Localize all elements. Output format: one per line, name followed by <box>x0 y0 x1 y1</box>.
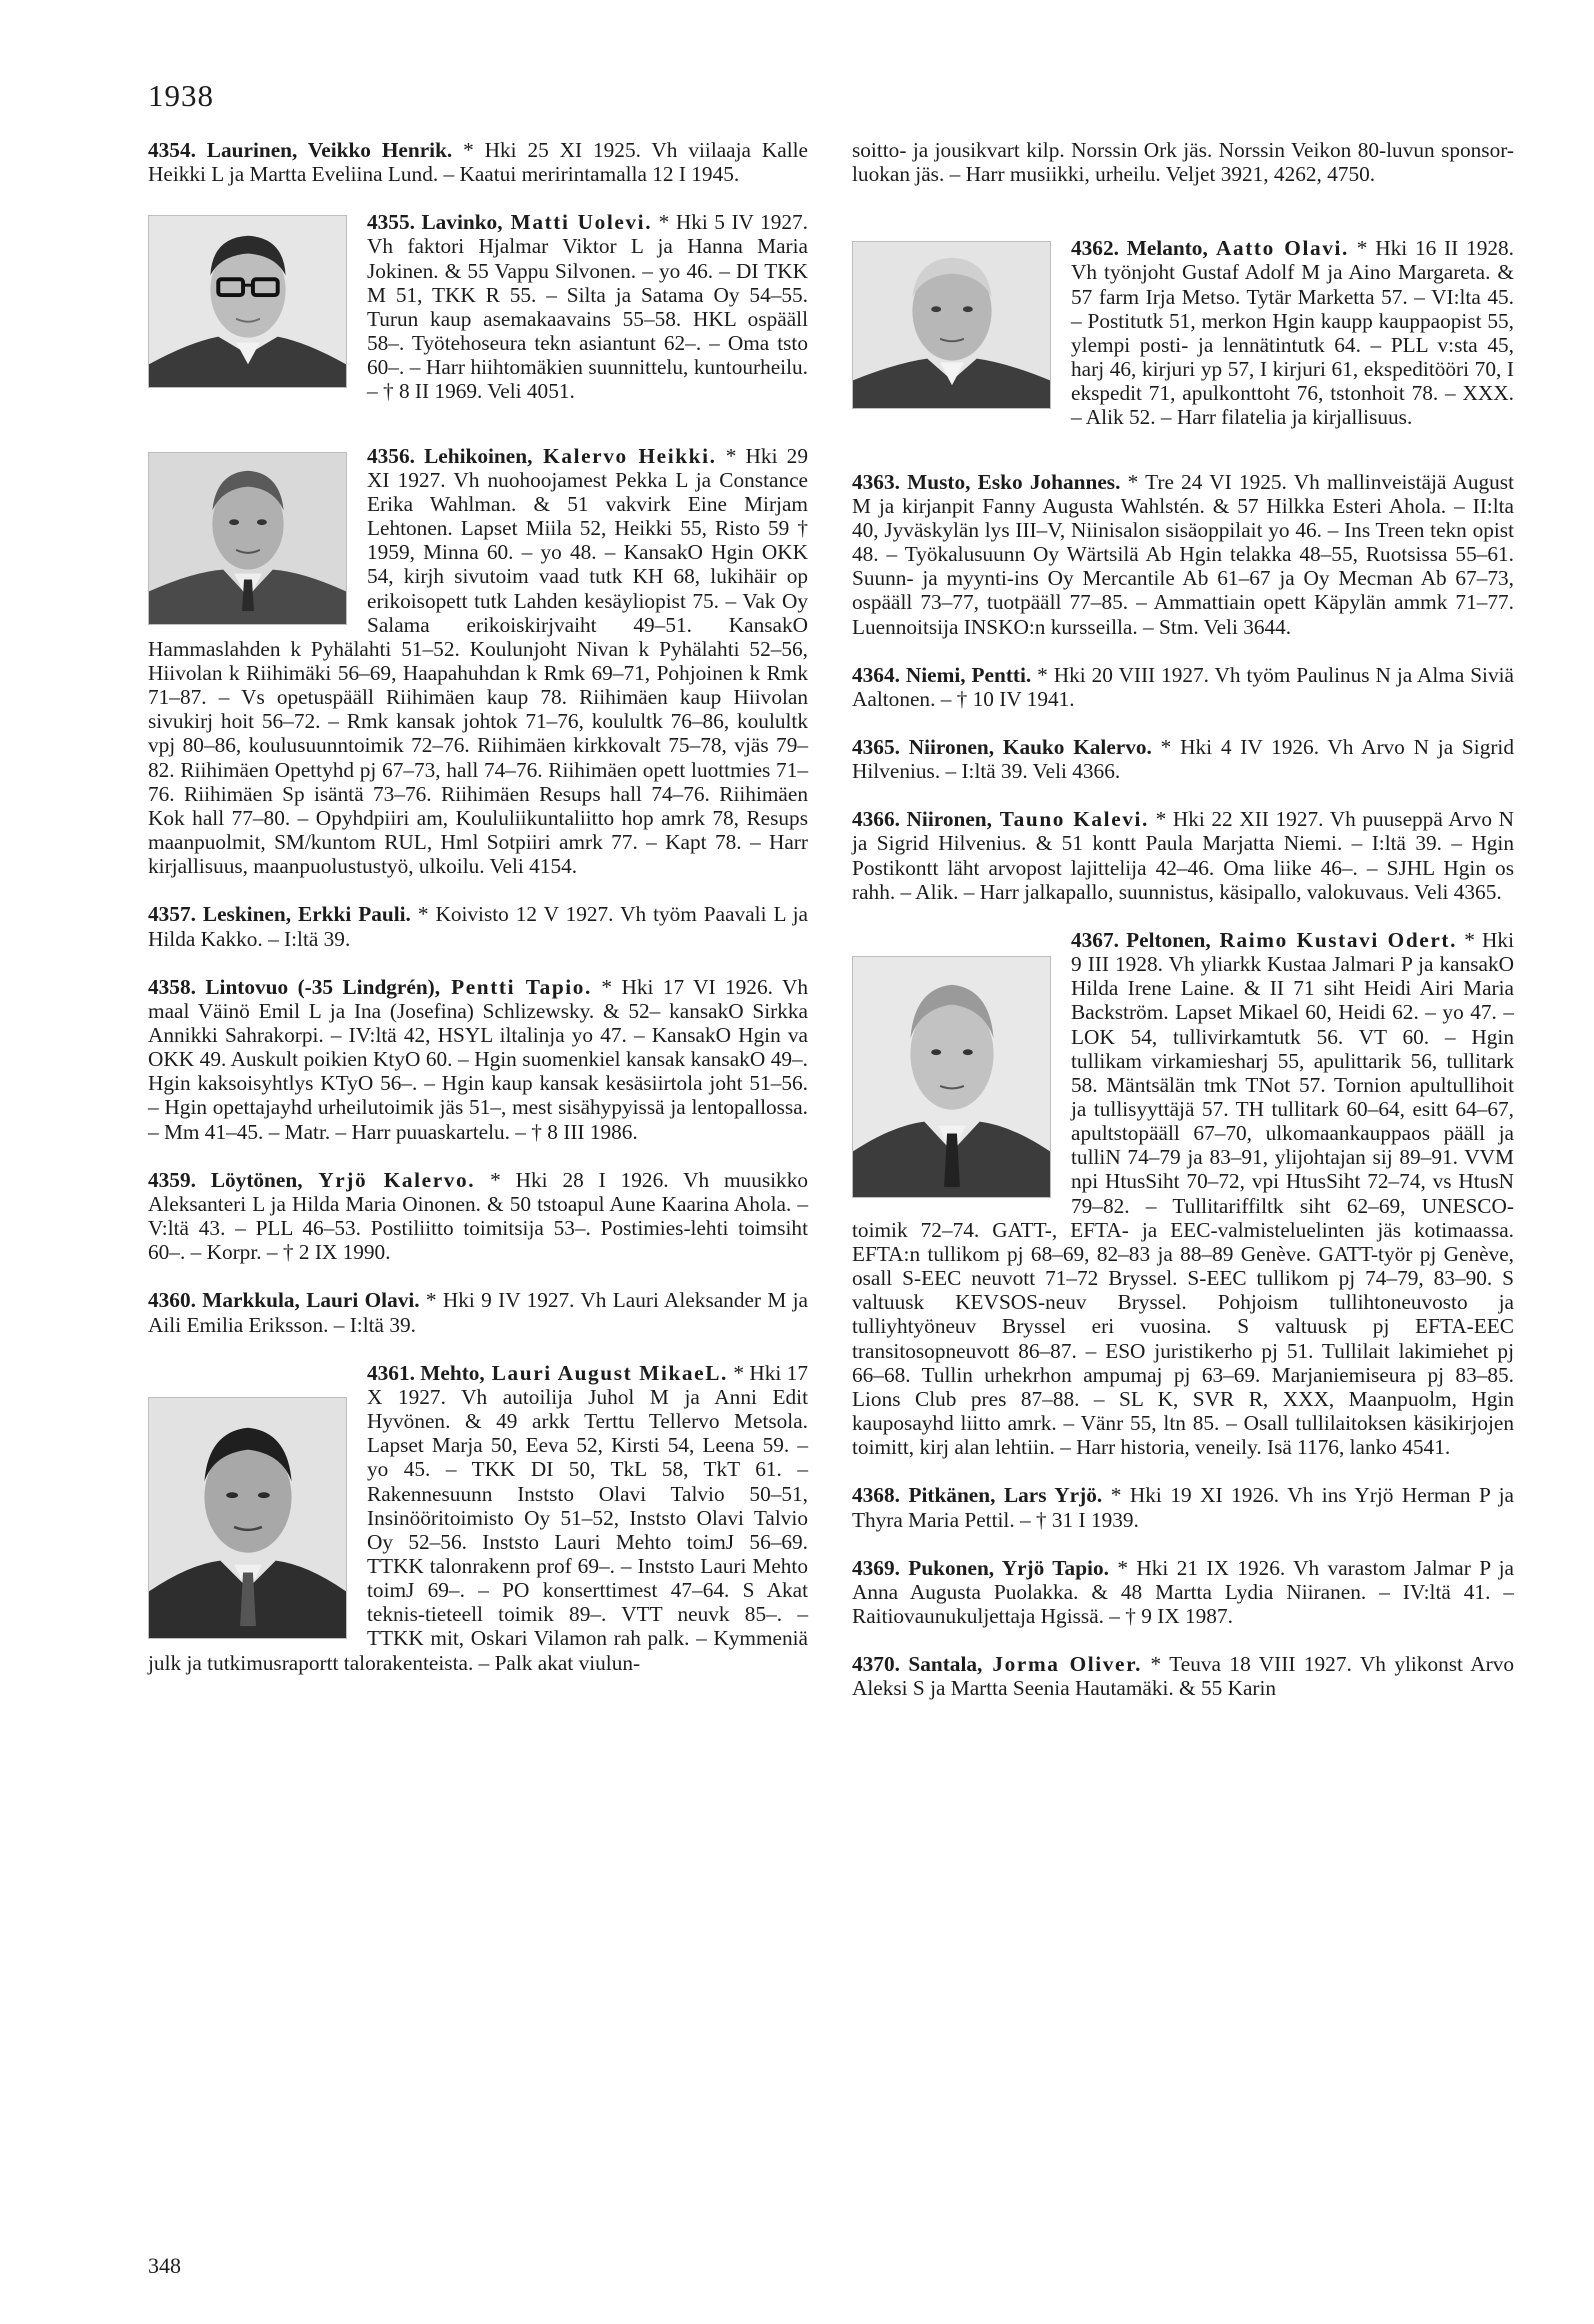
entry-4362 <box>852 236 1514 429</box>
entry-given-names: Lauri August MikaeL. <box>484 1360 728 1385</box>
entry-given-names: Pentti Tapio. <box>440 974 592 999</box>
entry-heading <box>148 1168 475 1192</box>
portrait-photo <box>148 452 347 625</box>
entry-number-name: 4354. Laurinen, Veikko Henrik. <box>148 138 453 162</box>
entry-text: * Koivisto 12 V 1927. Vh työm Paavali L ja Hilda Kakko. – I:ltä 39. <box>148 902 808 951</box>
entry-text: * Hki 9 IV 1927. Vh Lauri Aleksander M ja Aili Emilia Eriksson. – I:ltä 39. <box>148 1288 808 1337</box>
entry-heading <box>367 210 652 234</box>
entry-heading <box>852 663 1031 687</box>
entry-heading <box>1071 928 1457 952</box>
entry-heading <box>1071 236 1349 260</box>
entry-number-name: 4360. Markkula, Lauri Olavi. <box>148 1288 420 1313</box>
entry-4365 <box>852 735 1514 783</box>
entry-4363 <box>852 470 1514 639</box>
portrait-4-image <box>853 242 1050 408</box>
entry-heading <box>852 1483 1102 1507</box>
entry-given-names: Matti Uolevi. <box>502 210 653 235</box>
entry-4355 <box>148 210 808 403</box>
entry-number-surname: 4362. Melanto, <box>1071 236 1208 261</box>
entry-heading <box>852 1652 1142 1676</box>
entry-text: * Teuva 18 VIII 1927. Vh ylikonst Arvo Aleksi S ja Martta Seenia Hautamäki. & 55 Karin <box>852 1652 1514 1701</box>
entry-text: * Hki 20 VIII 1927. Vh työm Paulinus N ja Alma Siviä Aaltonen. – † 10 IV 1941. <box>852 662 1514 711</box>
entry-4369 <box>852 1556 1514 1628</box>
portrait-photo <box>852 956 1051 1198</box>
entry-4366 <box>852 807 1514 904</box>
entry-4358 <box>148 975 808 1144</box>
entry-given-names: Aatto Olavi. <box>1207 236 1349 261</box>
entry-text: * Hki 19 XI 1926. Vh ins Yrjö Herman P ja Thyra Maria Pettil. – † 31 I 1939. <box>852 1483 1514 1532</box>
left-column <box>148 138 808 1699</box>
entry-text: * Hki 4 IV 1926. Vh Arvo N ja Sigrid Hilvenius. – I:ltä 39. Veli 4366. <box>852 734 1514 784</box>
entry-4356 <box>148 444 808 879</box>
entry-number-surname: 4359. Löytönen, <box>148 1167 303 1192</box>
entry-text: * Hki 17 X 1927. Vh autoilija Juhol M ja Anni Edit Hyvönen. & 49 arkk Terttu Tellervo Metsola. Lapset Marja 50, Eeva 52, Kirsti 54, Leena 59. – yo 45. – TKK DI 50, TkL 58, TkT 61. – Rakennesuunn Inststo Olavi Talvio 50–51, Insinööritoimisto Oy 51–52, Inststo Olavi Talvio Oy 52–56. Inststo Lauri Mehto toimJ 56–69. TTKK talonrakenn prof 69–. – Inststo Lauri Mehto toimJ 69–. – PO konserttimest 47–64. S Akat teknis-tieteell toimik 89–. VTT neuvk 85–. – TTKK mit, Oskari Vilamon rah palk. – Kymmeniä julk ja tutkimusraportt talorakenteista. – Palk akat viulun- <box>148 1360 808 1675</box>
entry-text: * Hki 22 XII 1927. Vh puuseppä Arvo N ja Sigrid Hilvenius. & 51 kontt Paula Marjatta Niemi. – I:ltä 39. – Hgin Postikontt läht arvopost lajittelija 42–46. Oma liike 46–. – SJHL Hgin os rahh. – Alik. – Harr jalkapallo, suunnistus, käsipallo, valokuvaus. Veli 4365. <box>852 807 1515 904</box>
entry-number-name: 4364. Niemi, Pentti. <box>852 662 1032 687</box>
entry-text: soitto- ja jousikvart kilp. Norssin Ork jäs. Norssin Veikon 80-luvun sponsor-luokan jäs. – Harr musiikki, urheilu. Veljet 3921, 4262, 4750. <box>852 138 1514 187</box>
entry-number-name: 4357. Leskinen, Erkki Pauli. <box>148 902 411 927</box>
entry-4361 <box>148 1361 808 1675</box>
entry-number-surname: 4358. Lintovuo (-35 Lindgrén), <box>148 974 441 999</box>
entry-heading <box>148 975 592 999</box>
entry-4359 <box>148 1168 808 1265</box>
entry-number-surname: 4366. Niironen, <box>852 807 992 832</box>
entry-number-name: 4369. Pukonen, Yrjö Tapio. <box>852 1555 1109 1580</box>
entry-heading <box>852 1556 1109 1580</box>
entry-number-name: 4365. Niironen, Kauko Kalervo. <box>852 734 1152 759</box>
page-number: 348 <box>148 2253 181 2278</box>
entry-4354 <box>148 138 808 186</box>
entry-text: * Tre 24 VI 1925. Vh mallinveistäjä August M ja kirjanpit Fanny Augusta Wahlstén. & 57 Hilkka Esteri Ahola. – II:lta 40, Jyväskylän lys III–V, Niinisalon sisäoppilait yo 46. – Ins Treen tekn opist 48. – Työkalusuunn Oy Wärtsilä Ab Hgin telakka 48–55, Ruotsissa 55–61. Suunn- ja myynti-ins Oy Mercantile Ab 61–67 ja Oy Mecman Ab 67–73, ospääll 73–77, tuotpääll 77–85. – Ammattiain opett Käpylän ammk 71–77. Luennoitsija INSKO:n kursseilla. – Stm. Veli 3644. <box>852 469 1514 639</box>
entry-number-surname: 4367. Peltonen, <box>1071 927 1211 952</box>
entry-given-names: Yrjö Kalervo. <box>302 1167 476 1192</box>
entry-text: * Hki 29 XI 1927. Vh nuohoojamest Pekka L ja Constance Erika Wahlman. & 51 vakvirk Eine Mirjam Lehtonen. Lapset Miila 52, Heikki 55, Risto 59 † 1959, Minna 60. – yo 48. – KansakO Hgin OKK 54, kirjh sivutoim vaad tutk KH 68, lukihäir op erikoisopett tutk Lahden kesäyliopist 75. – Vak Oy Salama erikoiskirjvaiht 49–51. KansakO Hammaslahden k Pyhälahti 51–52. Koulunjoht Nivan k Pyhälahti 52–56, Hiivolan k Riihimäki 56–69, Haapahuhdan k Rmk 69–71, Pohjoinen k Rmk 71–87. – Vs opetuspääll Riihimäen kaup 78. Riihimäen kaup Hiivolan sivukirj hoit 56–72. – Rmk kansak johtok 71–76, koulultk 76–86, koulultk vpj 80–86, koulusuunntoimik 72–76. Riihimäen kirkkovalt 75–78, vjäs 79–82. Riihimäen Opettyhd pj 67–73, hall 74–76. Riihimäen opett luottmies 71–76. Riihimäen Sp isäntä 73–76. Riihimäen Resups hall 74–76. Riihimäen Kok hall 77–80. – Opyhdpiiri am, Koululiikuntaliitto hop amrk 78, Resups maanpuolmit, SM/kuntom RUL, Hml Sotpiiri amrk 77. – Kapt 78. – Harr kirjallisuus, maanpuolustustyö, ulkoilu. Veli 4154. <box>148 443 808 879</box>
portrait-3-image <box>149 1398 346 1638</box>
entry-4368 <box>852 1483 1514 1531</box>
entry-number-name: 4368. Pitkänen, Lars Yrjö. <box>852 1483 1103 1508</box>
portrait-2-image <box>149 453 346 624</box>
entry-4361-continued <box>852 138 1514 186</box>
entry-given-names: Raimo Kustavi Odert. <box>1210 927 1457 952</box>
entry-4364 <box>852 663 1514 711</box>
entry-heading <box>148 138 452 162</box>
entry-number-surname: 4356. Lehikoinen, <box>367 443 533 468</box>
entry-given-names: Kalervo Heikki. <box>532 443 717 468</box>
entry-heading <box>367 444 717 468</box>
entry-text: * Hki 9 III 1928. Vh yliarkk Kustaa Jalmari P ja kansakO Hilda Irene Laine. & II 71 siht Heidi Airi Maria Backström. Lapset Mikael 60, Heidi 62. – yo 47. – LOK 54, tullivirkamtutk 56. VT 60. – Hgin tullikam virkamiesharj 55, apulittarik 56, tullitark 58. Mäntsälän tmk TNot 57. Tornion apultullihoit ja tullisyyttäjä 57. TH tullitark 60–64, esitt 64–67, apultstopääll 67–70, ulkomaankauppaos pääll ja tulliN 74–79 ja 83–91, ylijohtajan sij 89–91. VVM npi HtusSiht 70–72, vpi HtusSiht 72–74, vs HtusN 79–82. – Tullitariffiltk siht 62–69, UNESCO-toimik 72–74. GATT-, EFTA- ja EEC-valmisteluelinten jäs kotimaassa. EFTA:n tullikom pj 68–69, 82–83 ja 88–89 Genève. GATT-työr pj Genève, osall S-EEC neuvott 71–72 Bryssel. S-EEC tullikom pj 74–79, 83–90. S valtuusk KEVSOS-neuv Bryssel. Pohjoism tullihtoneuvosto ja tulliyhtyöneuv Bryssel eri vuosina. S valtuusk pj EFTA-EEC transitosopneuvott 86–87. – ESO juristikerho pj 51. Tullilait lakimiehet pj 66–68. Tullin urhekrhon ampumaj pj 63–69. Marjaniemiseura pj 83–85. Lions Club pres 87–88. – SL K, SVR R, XXX, Maanpuolm, Hgin kauposayhd liitto amrk. – Vänr 55, ltn 85. – Osall tullilaitoksen käsikirjojen toimitt, kirj alan lehtiin. – Harr historia, veneily. Isä 1176, lanko 4541. <box>852 927 1514 1460</box>
entry-heading <box>852 807 1149 831</box>
entry-text: * Hki 5 IV 1927. Vh faktori Hjalmar Viktor L ja Hanna Maria Jokinen. & 55 Vappu Silvonen. – yo 46. – DI TKK M 51, TKK R 55. – Silta ja Satama Oy 54–55. Turun kaup asemakaavains 55–58. HKL ospääll 58–. Työtehoseura tekn asiantunt 62–. – Oma tsto 60–. – Harr hiihtomäkien suunnittelu, kuntourheilu. – † 8 II 1969. Veli 4051. <box>367 210 808 404</box>
entry-text: * Hki 16 II 1928. Vh työnjoht Gustaf Adolf M ja Aino Margareta. & 57 farm Irja Metso. Tytär Marketta 57. – VI:lta 45. – Postitutk 51, merkon Hgin kaupp kauppaopist 55, ylempi posti- ja lennätintutk 64. – PLL v:sta 45, harj 46, kirjuri yp 57, I kirjuri 61, ekspeditööri 70, I ekspedit 71, apulkonttoht 76, tstonhoit 78. – XXX. – Alik 52. – Harr filatelia ja kirjallisuus. <box>1071 236 1514 430</box>
entry-text: * Hki 21 IX 1926. Vh varastom Jalmar P ja Anna Augusta Puolakka. & 48 Martta Lydia Niiranen. – IV:ltä 41. – Raitiovaunukuljettaja Hgissä. – † 9 IX 1987. <box>852 1555 1515 1628</box>
right-column <box>852 138 1514 1724</box>
entry-given-names: Tauno Kalevi. <box>991 807 1149 832</box>
entry-heading <box>148 902 411 926</box>
entry-heading <box>148 1288 420 1312</box>
entry-number-surname: 4370. Santala, <box>852 1652 983 1677</box>
portrait-photo <box>148 215 347 388</box>
entry-4360 <box>148 1288 808 1336</box>
entry-number-name: 4363. Musto, Esko Johannes. <box>852 469 1121 494</box>
portrait-1-image <box>149 216 346 387</box>
entry-4367 <box>852 928 1514 1459</box>
entry-4357 <box>148 902 808 950</box>
entry-text: * Hki 28 I 1926. Vh muusikko Aleksanteri L ja Hilda Maria Oinonen. & 50 tstoapul Aune Kaarina Ahola. – V:ltä 43. – PLL 46–53. Postiliitto toimitsija 53–. Postimies-lehti toimsiht 60–. – Korpr. – † 2 IX 1990. <box>148 1167 809 1265</box>
entry-4370 <box>852 1652 1514 1700</box>
entry-number-surname: 4355. Lavinko, <box>367 210 503 235</box>
portrait-photo <box>852 241 1051 409</box>
entry-given-names: Jorma Oliver. <box>982 1652 1143 1677</box>
entry-heading <box>852 735 1152 759</box>
entry-heading <box>367 1361 728 1385</box>
entry-text: * Hki 17 VI 1926. Vh maal Väinö Emil L ja Ina (Josefina) Schlizewsky. & 52– kansakO Sirkka Annikki Sahrakorpi. – IV:ltä 42, HSYL iltalinja yo 47. – KansakO Hgin va OKK 49. Auskult poikien KtyO 60. – Hgin suomenkiel kansak kansakO 49–. Hgin kaksoisyhtlys KTyO 56–. – Hgin kaup kansak kesäsiirtola joht 51–56. – Hgin opettajayhd urheilutoimik jäs 51–, mest sisähypyissä ja lentopallossa. – Mm 41–45. – Matr. – Harr puuaskartelu. – † 8 III 1986. <box>148 974 808 1144</box>
entry-text: * Hki 25 XI 1925. Vh viilaaja Kalle Heikki L ja Martta Eveliina Lund. – Kaatui meririntamalla 12 I 1945. <box>148 138 809 187</box>
entry-number-surname: 4361. Mehto, <box>367 1360 485 1385</box>
entry-heading <box>852 470 1120 494</box>
page-year-header: 1938 <box>148 78 214 113</box>
portrait-photo <box>148 1397 347 1639</box>
portrait-5-image <box>853 957 1050 1197</box>
